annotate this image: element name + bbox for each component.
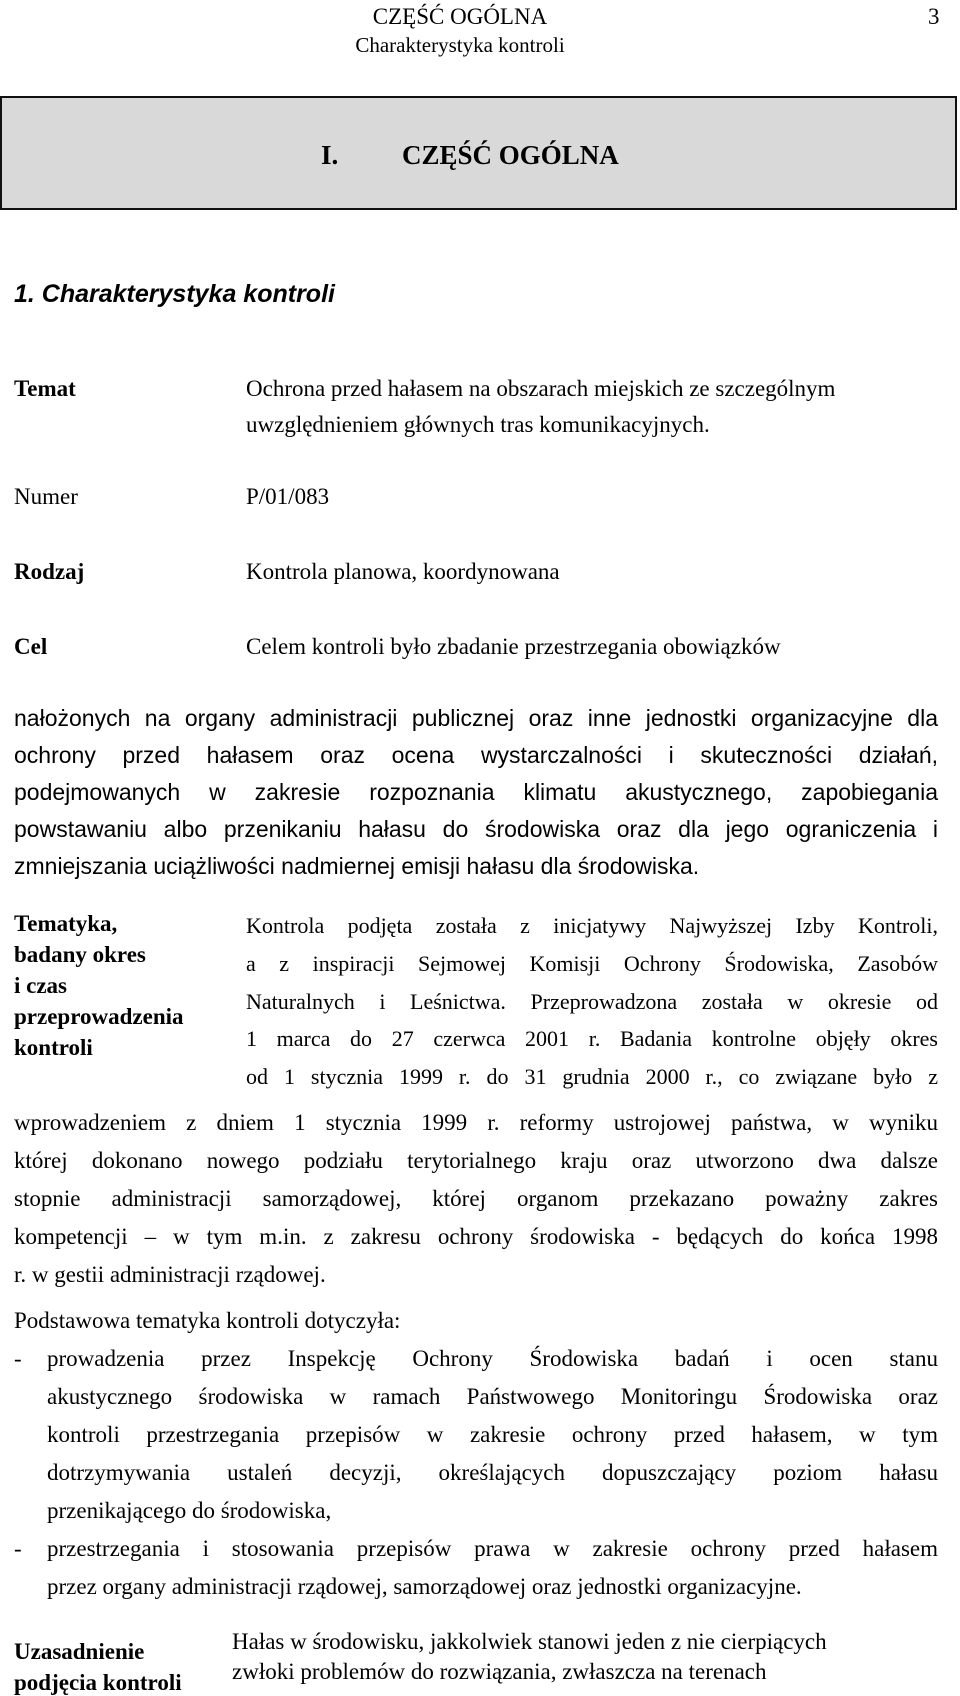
- tematyka-continuation-line: stopnie administracji samorządowej, której organom przekazano poważny zakres: [14, 1186, 938, 1211]
- temat-line-2: uwzględnieniem głównych tras komunikacyjnych.: [246, 412, 710, 437]
- tematyka-text-line: od 1 stycznia 1999 r. do 31 grudnia 2000 r., co związane było z: [246, 1064, 938, 1089]
- podstawowa-item-1-line: dotrzymywania ustaleń decyzji, określających dopuszczający poziom hałasu: [47, 1460, 938, 1485]
- numer-label: Numer: [14, 484, 78, 509]
- tematyka-label-line: i czas: [14, 973, 68, 998]
- tematyka-continuation-line: wprowadzeniem z dniem 1 stycznia 1999 r. reformy ustrojowej państwa, w wyniku: [14, 1110, 938, 1135]
- tematyka-text-line: 1 marca do 27 czerwca 2001 r. Badania kontrolne objęły okres: [246, 1026, 938, 1051]
- tematyka-continuation-line: kompetencji – w tym m.in. z zakresu ochrony środowiska - będących do końca 1998: [14, 1224, 938, 1249]
- podstawowa-item-1-line: kontroli przestrzegania przepisów w zakresie ochrony przed hałasem, w tym: [47, 1422, 938, 1447]
- cel-line-1: Celem kontroli było zbadanie przestrzegania obowiązków: [246, 634, 781, 659]
- rodzaj-label: Rodzaj: [14, 559, 85, 584]
- part-banner: [0, 96, 957, 210]
- podstawowa-item-1-line: prowadzenia przez Inspekcję Ochrony Środowiska badań i ocen stanu: [47, 1346, 938, 1371]
- cel-paragraph-line: ochrony przed hałasem oraz ocena wystarczalności i skuteczności działań,: [14, 742, 938, 768]
- temat-label: Temat: [14, 376, 76, 401]
- podstawowa-item-2-line: przez organy administracji rządowej, samorządowej oraz jednostki organizacyjne.: [47, 1574, 802, 1599]
- banner-title: CZĘŚĆ OGÓLNA: [402, 140, 619, 170]
- tematyka-continuation-line: r. w gestii administracji rządowej.: [14, 1262, 326, 1287]
- uzasadnienie-text-line: Hałas w środowisku, jakkolwiek stanowi jeden z nie cierpiących: [232, 1629, 827, 1654]
- cel-paragraph-line: powstawaniu albo przenikaniu hałasu do środowiska oraz dla jego ograniczenia i: [14, 816, 938, 842]
- tematyka-label-line: przeprowadzenia: [14, 1004, 184, 1029]
- podstawowa-item-1-line: akustycznego środowiska w ramach Państwowego Monitoringu Środowiska oraz: [47, 1384, 938, 1409]
- cel-paragraph-line: nałożonych na organy administracji publicznej oraz inne jednostki organizacyjne dla: [14, 705, 938, 731]
- list-dash: -: [14, 1346, 22, 1371]
- list-dash: -: [14, 1536, 22, 1561]
- cel-paragraph-line: podejmowanych w zakresie rozpoznania klimatu akustycznego, zapobiegania: [14, 779, 938, 805]
- tematyka-text-line: a z inspiracji Sejmowej Komisji Ochrony Środowiska, Zasobów: [246, 951, 938, 976]
- uzasadnienie-label-line: podjęcia kontroli: [14, 1670, 182, 1695]
- page-number: 3: [928, 4, 940, 29]
- tematyka-label-line: Tematyka,: [14, 911, 118, 936]
- podstawowa-item-1-line: przenikającego do środowiska,: [47, 1498, 332, 1523]
- tematyka-text-line: Naturalnych i Leśnictwa. Przeprowadzona została w okresie od: [246, 989, 938, 1014]
- section-heading: 1. Charakterystyka kontroli: [14, 280, 335, 308]
- banner-roman: I.: [321, 140, 339, 170]
- tematyka-label-line: badany okres: [14, 942, 146, 967]
- tematyka-text-line: Kontrola podjęta została z inicjatywy Najwyższej Izby Kontroli,: [246, 913, 938, 938]
- uzasadnienie-text-line: zwłoki problemów do rozwiązania, zwłaszcza na terenach: [232, 1659, 767, 1684]
- tematyka-continuation-line: której dokonano nowego podziału terytorialnego kraju oraz utworzono dwa dalsze: [14, 1148, 938, 1173]
- running-header-subtitle: Charakterystyka kontroli: [355, 33, 565, 57]
- numer-value: P/01/083: [246, 484, 330, 509]
- rodzaj-value: Kontrola planowa, koordynowana: [246, 559, 560, 584]
- podstawowa-item-2-line: przestrzegania i stosowania przepisów prawa w zakresie ochrony przed hałasem: [47, 1536, 938, 1561]
- podstawowa-intro: Podstawowa tematyka kontroli dotyczyła:: [14, 1308, 401, 1333]
- uzasadnienie-label-line: Uzasadnienie: [14, 1639, 145, 1664]
- cel-paragraph-line: zmniejszania uciążliwości nadmiernej emisji hałasu dla środowiska.: [14, 853, 700, 879]
- tematyka-label-line: kontroli: [14, 1035, 93, 1060]
- running-header-title: CZĘŚĆ OGÓLNA: [372, 4, 548, 29]
- cel-label: Cel: [14, 634, 48, 659]
- temat-line-1: Ochrona przed hałasem na obszarach miejskich ze szczególnym: [246, 376, 836, 401]
